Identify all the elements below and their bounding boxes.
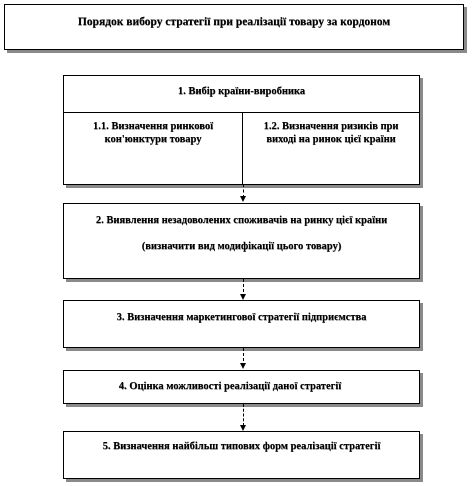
arrow-3-4 (240, 363, 246, 369)
step5-box (63, 431, 420, 479)
step1-label: 1. Вибір країни-виробника (177, 86, 306, 97)
connector-4-5 (243, 404, 244, 426)
arrow-1-2 (240, 196, 246, 202)
step2-label-line2: (визначити вид модифікації цього товару) (141, 241, 342, 252)
step2-label-line1: 2. Виявлення незадоволених споживачів на ринку цієї країни (95, 215, 388, 226)
step2-box (63, 203, 420, 279)
step1-box (63, 75, 420, 185)
step1-1-label: 1.1. Визначення ринкової кон'юнктури товару (92, 121, 214, 145)
title-box (4, 4, 464, 50)
step3-label: 3. Визначення маркетингової стратегії підприємства (116, 312, 367, 323)
step4-label: 4. Оцінка можливості реалізації даної стратегії (118, 381, 342, 392)
step3-box (63, 300, 420, 348)
step4-box (63, 370, 420, 404)
step5-label: 5. Визначення найбільш типових форм реалізації стратегії (102, 441, 381, 452)
diagram-title: Порядок вибору стратегії при реалізації товару за кордоном (77, 16, 391, 28)
step1-split (242, 112, 243, 184)
step1-2-label: 1.2. Визначення ризиків при виході на ринок цієї країни (263, 121, 399, 145)
